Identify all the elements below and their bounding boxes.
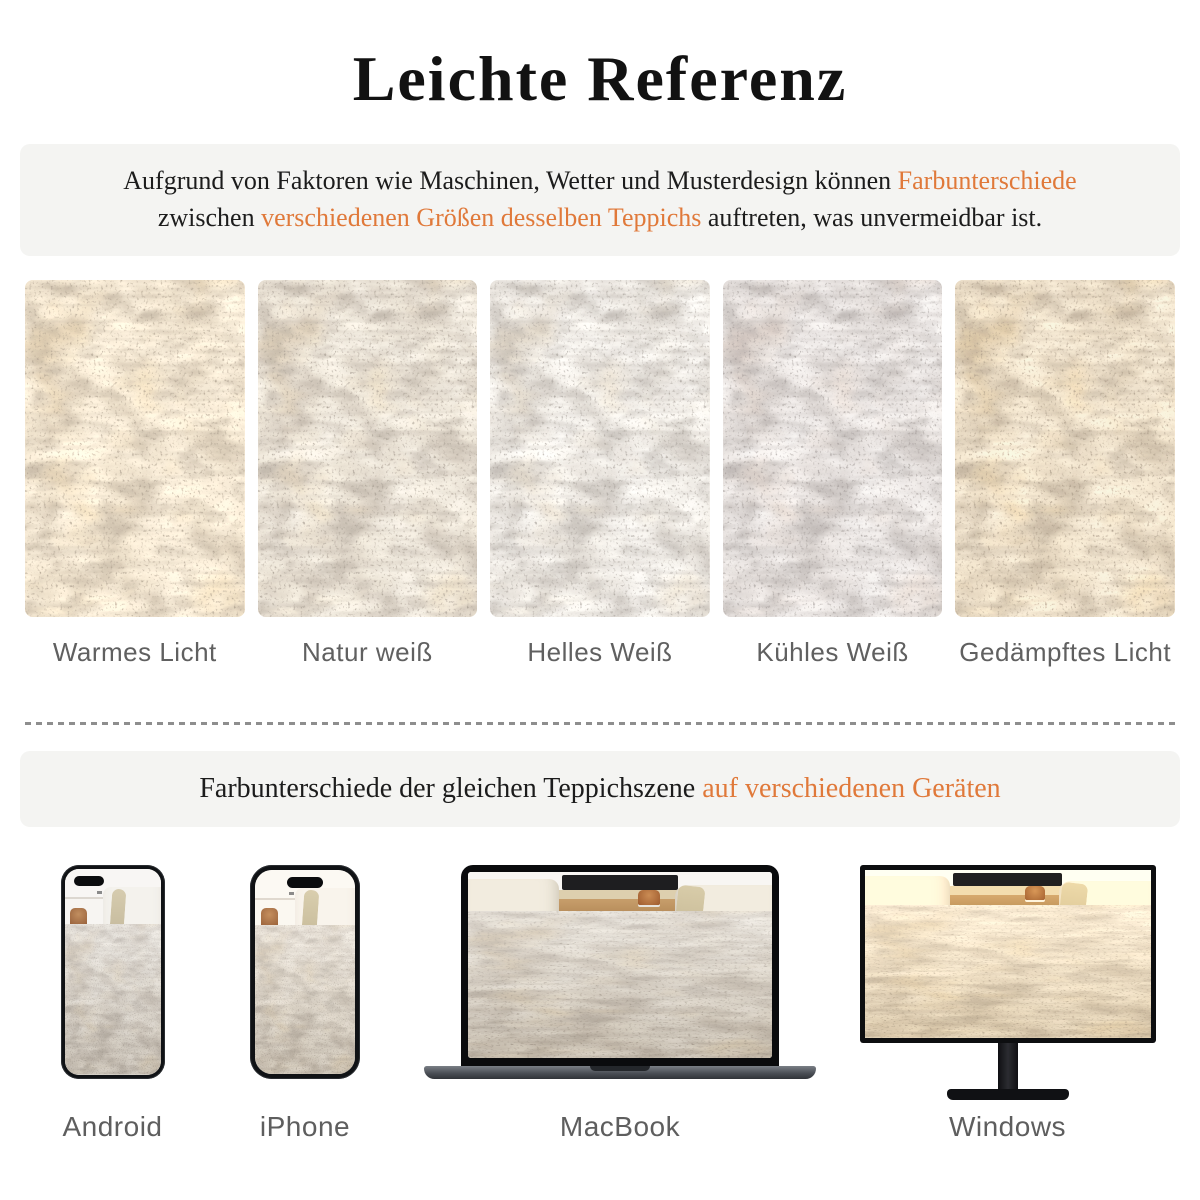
hearth	[939, 886, 1076, 894]
device-slot-macbook	[405, 865, 835, 1143]
rug-floor	[255, 925, 355, 1074]
notice-box-color-difference	[20, 144, 1180, 256]
macbook-lid-notch	[590, 1066, 650, 1071]
notice-text-segment: zwischen	[157, 202, 262, 232]
dynamic-island-icon	[287, 877, 323, 888]
rug-floor	[468, 911, 772, 1058]
swatch-label: Kühles Weiß	[756, 636, 909, 667]
iphone-frame	[250, 865, 360, 1079]
device-comparison-row	[20, 865, 1180, 1143]
android-phone-screen	[65, 869, 161, 1075]
highlight-geraete: auf verschiedenen Geräten	[702, 772, 1001, 804]
device-label-macbook: MacBook	[559, 1110, 681, 1142]
macbook-base	[424, 1066, 816, 1079]
monitor-stand-base	[947, 1089, 1069, 1100]
notice-text	[123, 163, 1076, 237]
rug-swatch-image-dim	[955, 280, 1175, 617]
highlight-farbunterschiede: Farbunterschiede	[897, 165, 1077, 195]
macbook-screen	[461, 865, 779, 1067]
dashed-divider	[25, 722, 1175, 725]
macbook-display	[468, 872, 772, 1058]
highlight-groessen: verschiedenen Größen desselben Teppichs	[261, 202, 702, 232]
notice-box-devices	[20, 751, 1180, 827]
fireplace	[562, 875, 678, 890]
android-device-zone	[20, 865, 205, 1111]
windows-device-zone	[835, 865, 1180, 1111]
macbook-device-zone	[405, 865, 835, 1111]
cabinet-handle	[289, 892, 294, 895]
swatch-label: Warmes Licht	[52, 636, 217, 667]
rug-floor	[65, 924, 161, 1074]
notice-text-segment: Aufgrund von Faktoren wie Maschinen, Wetter und Musterdesign können	[123, 165, 898, 195]
lighting-swatch-row	[25, 280, 1175, 668]
monitor-screen	[860, 865, 1156, 1043]
device-slot-windows	[835, 865, 1180, 1143]
monitor-display	[865, 870, 1151, 1038]
notice-text	[199, 773, 1000, 805]
device-slot-android	[20, 865, 205, 1143]
rug-swatch-image-warm	[25, 280, 245, 617]
cabinet-handle	[97, 891, 102, 894]
camera-cutout-icon	[74, 876, 104, 886]
fireplace	[953, 873, 1062, 886]
living-room-scene	[255, 870, 355, 1074]
rug-swatch-image-cool	[723, 280, 943, 617]
device-slot-iphone	[205, 865, 405, 1143]
swatch-label: Natur weiß	[302, 636, 433, 667]
living-room-scene-wide	[468, 872, 772, 1058]
living-room-scene-wide	[865, 870, 1151, 1038]
swatch-natur-weiss	[258, 280, 478, 668]
page-title: Leichte Referenz	[352, 43, 848, 114]
notice-text-segment: Farbunterschiede der gleichen Teppichszene	[199, 772, 703, 804]
swatch-label: Helles Weiß	[527, 636, 673, 667]
swatch-helles-weiss	[490, 280, 710, 668]
living-room-scene	[65, 869, 161, 1075]
device-label-android: Android	[62, 1110, 163, 1142]
iphone-device-zone	[205, 865, 405, 1111]
rug-floor	[865, 905, 1151, 1038]
windows-monitor-frame	[860, 865, 1156, 1100]
swatch-gedaempftes-licht	[955, 280, 1175, 668]
device-label-iphone: iPhone	[259, 1110, 351, 1142]
device-label-windows: Windows	[948, 1110, 1067, 1142]
notice-text-segment: auftreten, was unvermeidbar ist.	[701, 202, 1043, 232]
macbook-frame	[424, 865, 816, 1079]
monitor-stand-pole	[998, 1043, 1018, 1089]
android-phone-frame	[61, 865, 165, 1079]
firewood-basket	[1025, 886, 1045, 899]
iphone-screen	[255, 870, 355, 1074]
rug-swatch-image-bright	[490, 280, 710, 617]
swatch-warmes-licht	[25, 280, 245, 668]
swatch-kuehles-weiss	[723, 280, 943, 668]
hearth	[547, 890, 693, 899]
swatch-label: Gedämpftes Licht	[959, 636, 1172, 667]
firewood-basket	[638, 890, 659, 905]
rug-swatch-image-natural	[258, 280, 478, 617]
